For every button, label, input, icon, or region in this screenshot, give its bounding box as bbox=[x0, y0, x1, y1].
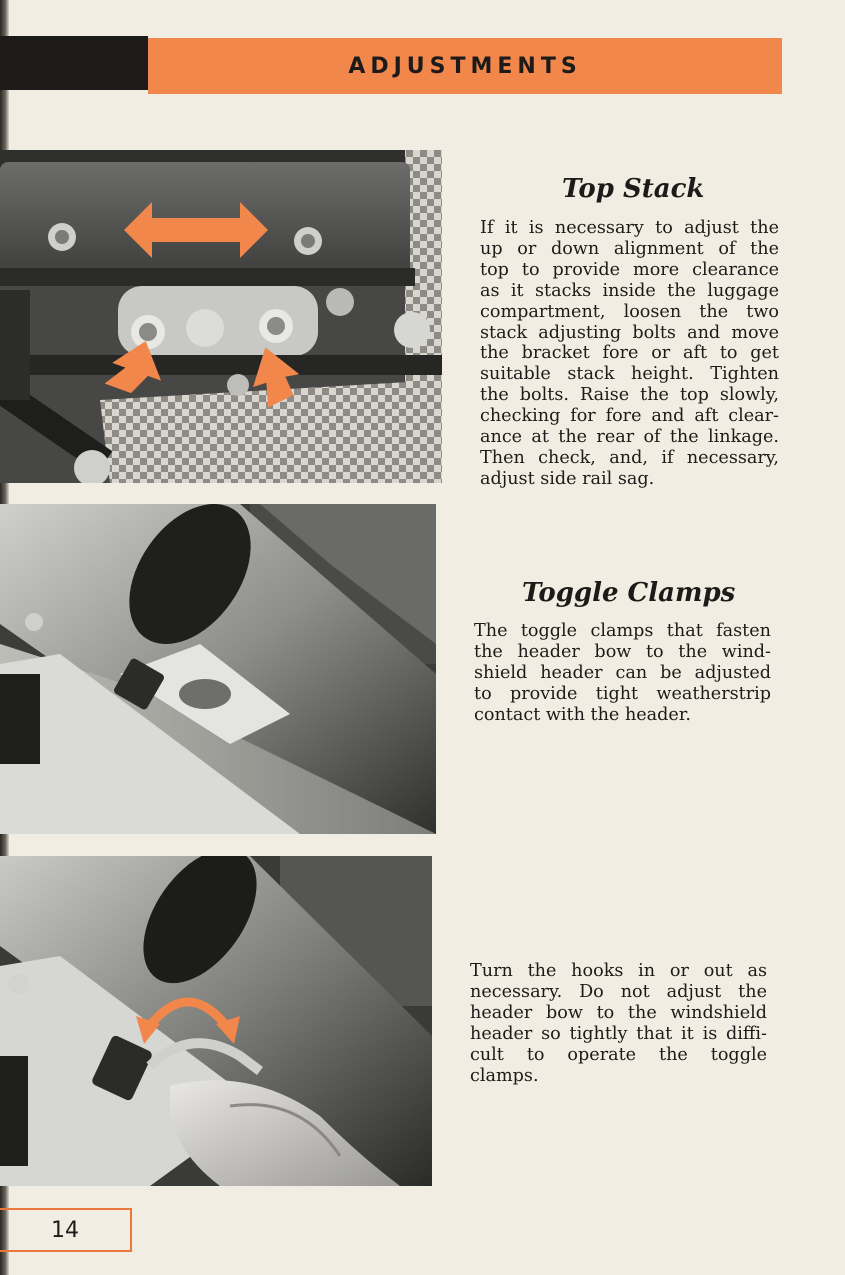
toggle-clamp-photo bbox=[0, 504, 436, 834]
page-number: 14 bbox=[51, 1217, 79, 1243]
section-title-toggle-clamps: Toggle Clamps bbox=[522, 578, 736, 608]
page-number-box bbox=[0, 1208, 132, 1252]
toggle-clamp-hook-photo bbox=[0, 856, 432, 1186]
header-black-bar bbox=[0, 36, 148, 90]
page-header-title: ADJUSTMENTS bbox=[348, 53, 582, 79]
section-title-top-stack: Top Stack bbox=[562, 174, 705, 204]
section-text-turn-hooks: Turn the hooks in or out as necessary. Do not adjust the header bow to the windshield header so tightly that it is diffi- cult to operate the toggle clamps. bbox=[470, 961, 767, 1086]
header-bar bbox=[148, 38, 782, 94]
section-text-top-stack: If it is necessary to adjust the up or down alignment of the top to provide more clearance as it stacks inside the luggage compartment, loosen the two stack adjusting bolts and move the bracket fore or aft to get suitable stack height. Tighten the bolts. Raise the top slowly, checking for fore and aft clear- ance at the rear of the linkage. Then check, and, if necessary, adjust side rail sag. bbox=[480, 218, 779, 489]
top-stack-bracket-photo bbox=[0, 150, 442, 483]
section-text-toggle-clamps: The toggle clamps that fasten the header bow to the wind- shield header can be adjusted to provide tight weatherstrip contact with the header. bbox=[474, 621, 771, 725]
